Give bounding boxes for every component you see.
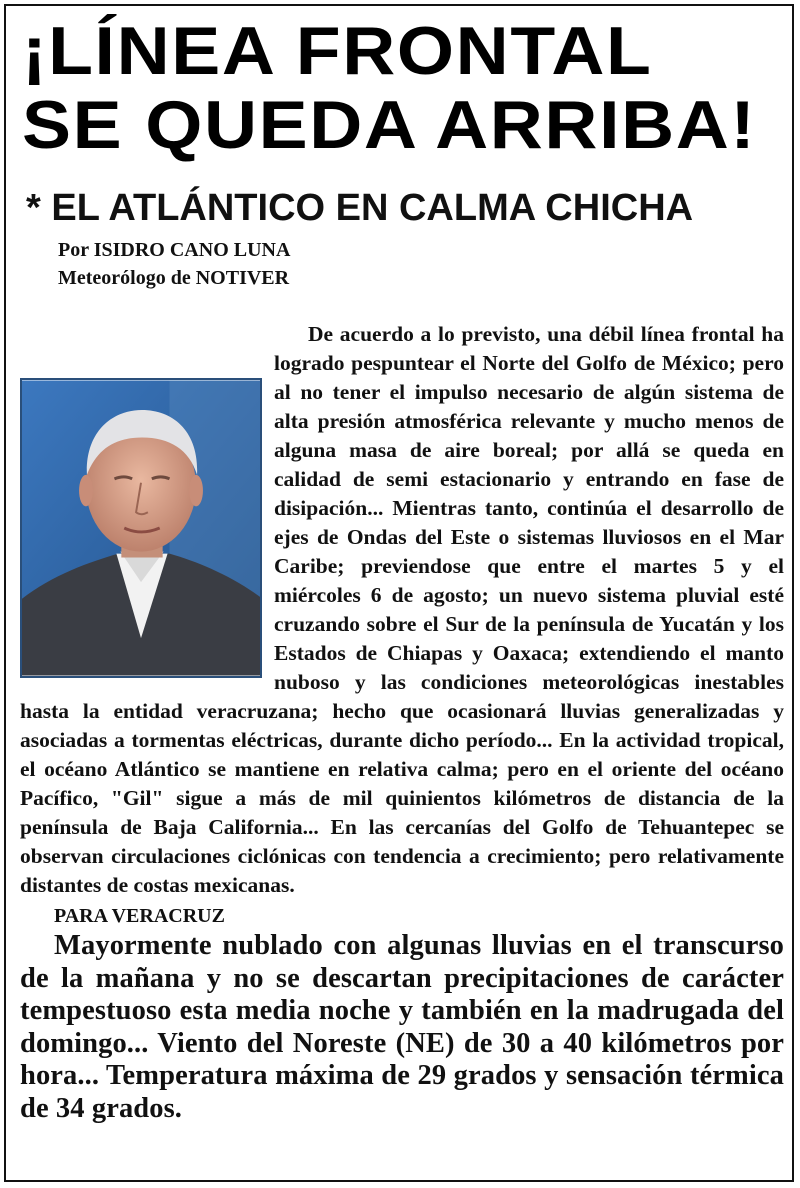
headline [22, 14, 757, 162]
author-role: Meteorólogo de NOTIVER [58, 267, 290, 289]
headline-line-1: ¡LÍNEA FRONTAL [22, 13, 653, 89]
article-body [20, 320, 784, 1125]
forecast-paragraph: Mayormente nublado con algunas lluvias en el transcurso de la mañana y no se descartan precipitaciones de carácter tempestuoso esta media noche y también en la madrugada del domingo... Viento del Noreste (NE) de 30 a 40 kilómetros por hora... Temperatura máxima de 29 grados y sensación térmica de 34 grados. [20, 930, 784, 1124]
headline-line-2: SE QUEDA ARRIBA! [22, 87, 757, 163]
author-name: Por ISIDRO CANO LUNA [58, 239, 291, 261]
byline [58, 236, 290, 292]
section-heading: PARA VERACRUZ [54, 905, 225, 927]
subheadline: * EL ATLÁNTICO EN CALMA CHICHA [26, 187, 694, 229]
article-paragraph: De acuerdo a lo previsto, una débil línea frontal ha logrado pespuntear el Norte del Golfo de México; pero al no tener el impulso necesario de algún sistema de alta presión atmosférica relevante y mucho menos de alguna masa de aire boreal; por allá se queda en calidad de semi estacionario y entrando en fase de disipación... Mientras tanto, continúa el desarrollo de ejes de Ondas del Este o sistemas lluviosos en el Mar Caribe; previendose que entre el martes 5 y el miércoles 6 de agosto; un nuevo sistema pluvial esté cruzando sobre el Sur de la península de Yucatán y los Estados de Chiapas y Oaxaca; extendiendo el manto nuboso y las condiciones meteorológicas inestables hasta la entidad veracruzana; hecho que ocasionará lluvias generalizadas y asociadas a tormentas eléctricas, durante dicho período... En la actividad tropical, el océano Atlántico se mantiene en relativa calma; pero en el oriente del océano Pacífico, "Gil" sigue a más de mil quinientos kilómetros de distancia de la península de Baja California... En las cercanías del Golfo de Tehuantepec se observan circulaciones ciclónicas con tendencia a crecimiento; pero relativamente distantes de costas mexicanas. [20, 322, 784, 897]
author-photo [20, 378, 262, 678]
newspaper-article [4, 4, 794, 1182]
